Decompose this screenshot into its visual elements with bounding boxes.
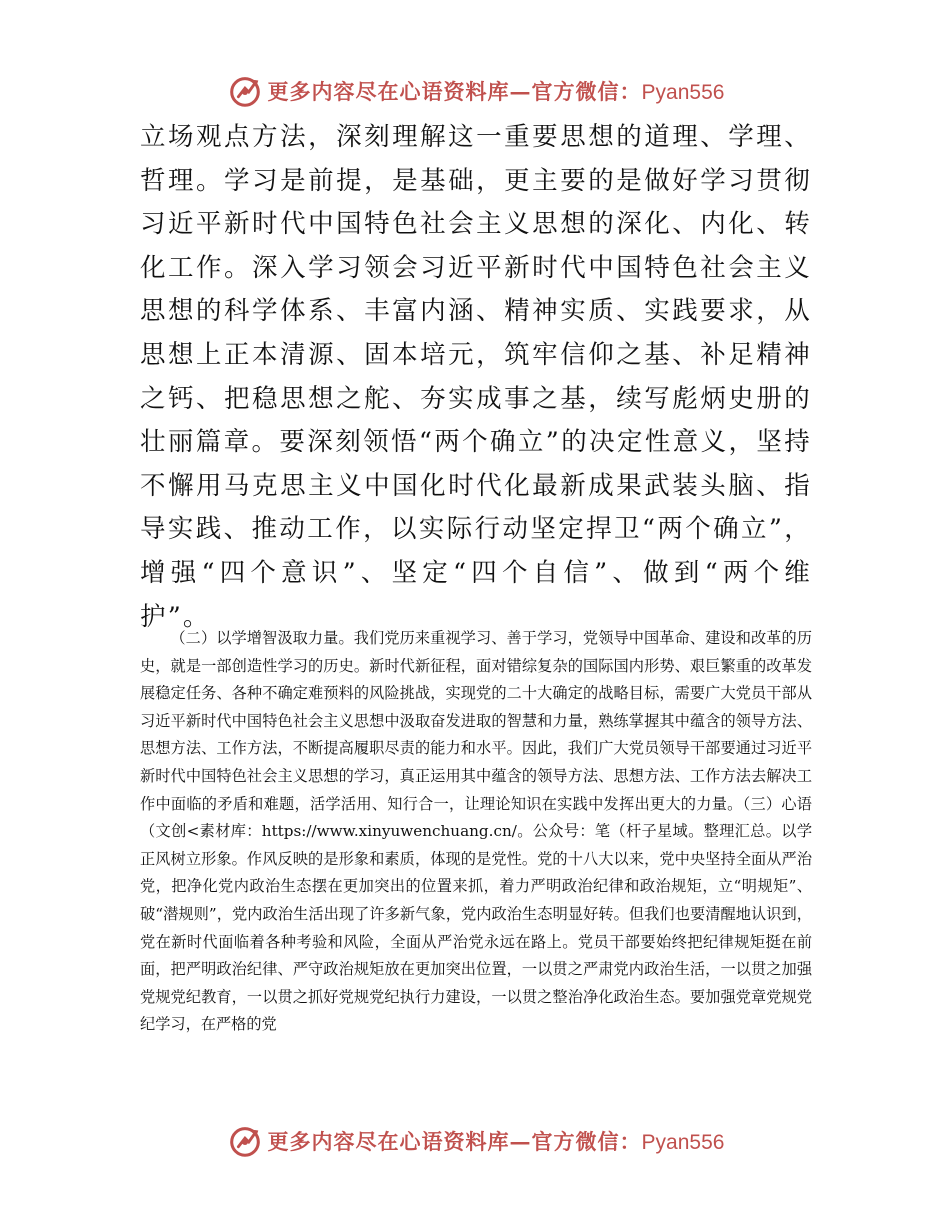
brand-logo-icon	[226, 1122, 264, 1160]
small-paragraph-block	[140, 625, 812, 1039]
header-banner	[0, 72, 950, 110]
large-paragraph-block	[140, 116, 812, 639]
header-wechat-id: Pyan556	[641, 81, 725, 104]
footer-banner-text: 更多内容尽在心语资料库—官方微信：Pyan556	[267, 1129, 725, 1154]
large-paragraph: 立场观点方法，深刻理解这一重要思想的道理、学理、哲理。学习是前提，是基础，更主要的是做好学习贯彻习近平新时代中国特色社会主义思想的深化、内化、转化工作。深入学习领会习近平新时代中国特色社会主义思想的科学体系、丰富内涵、精神实质、实践要求，从思想上正本清源、固本培元，筑牢信仰之基、补足精神之钙、把稳思想之舵、夯实成事之基，续写彪炳史册的壮丽篇章。要深刻领悟“两个确立”的决定性意义，坚持不懈用马克思主义中国化时代化最新成果武装头脑、指导实践、推动工作，以实际行动坚定捍卫“两个确立”，增强“四个意识”、坚定“四个自信”、做到“两个维护”。	[140, 122, 812, 632]
small-paragraph: （二）以学增智汲取力量。我们党历来重视学习、善于学习，党领导中国革命、建设和改革的历史，就是一部创造性学习的历史。新时代新征程，面对错综复杂的国际国内形势、艰巨繁重的改革发展稳定任务、各种不确定难预料的风险挑战，实现党的二十大确定的战略目标，需要广大党员干部从习近平新时代中国特色社会主义思想中汲取奋发进取的智慧和力量，熟练掌握其中蕴含的领导方法、思想方法、工作方法，不断提高履职尽责的能力和水平。因此，我们广大党员领导干部要通过习近平新时代中国特色社会主义思想的学习，真正运用其中蕴含的领导方法、思想方法、工作方法去解决工作中面临的矛盾和难题，活学活用、知行合一，让理论知识在实践中发挥出更大的力量。（三）心语（文创<素材库：https://www.xinyuwenchuang.cn/。公众号：笔（杆子星域。整理汇总。以学正风树立形象。作风反映的是形象和素质，体现的是党性。党的十八大以来，党中央坚持全面从严治党，把净化党内政治生态摆在更加突出的位置来抓，着力严明政治纪律和政治规矩，立“明规矩”、破“潜规则”，党内政治生活出现了许多新气象，党内政治生态明显好转。但我们也要清醒地认识到，党在新时代面临着各种考验和风险，全面从严治党永远在路上。党员干部要始终把纪律规矩挺在前面，把严明政治纪律、严守政治规矩放在更加突出位置，一以贯之严肃党内政治生活，一以贯之加强党规党纪教育，一以贯之抓好党规党纪执行力建设，一以贯之整治净化政治生态。要加强党章党规党纪学习，在严格的党	[140, 629, 812, 1034]
footer-wechat-id: Pyan556	[641, 1131, 725, 1154]
header-banner-text: 更多内容尽在心语资料库—官方微信：Pyan556	[267, 79, 725, 104]
footer-banner	[0, 1122, 950, 1160]
brand-logo-icon	[226, 72, 264, 110]
